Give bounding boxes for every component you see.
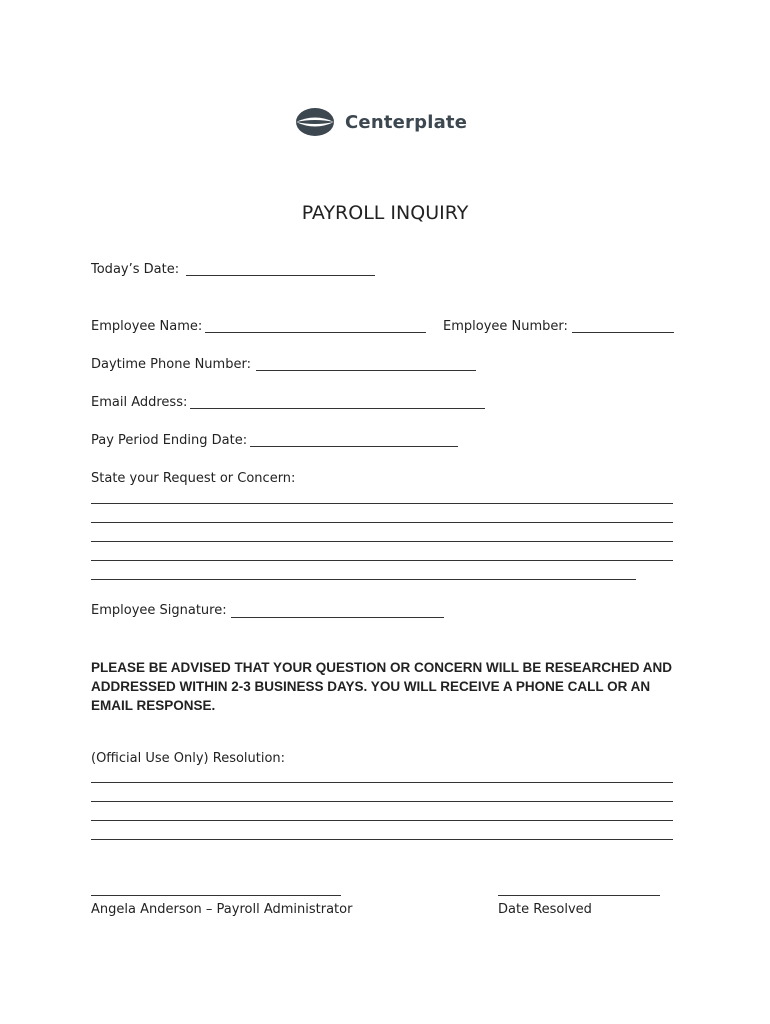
resolution-line[interactable] [91,801,673,802]
todays-date-label: Today’s Date: [91,262,180,277]
request-line[interactable] [91,503,673,504]
email-address-field[interactable] [190,408,485,409]
resolution-line[interactable] [91,782,673,783]
pay-period-label: Pay Period Ending Date: [91,433,248,448]
request-line[interactable] [91,541,673,542]
email-address-label: Email Address: [91,395,188,410]
request-concern-label: State your Request or Concern: [91,471,296,486]
logo-text: Centerplate [345,111,468,133]
company-logo [295,107,467,137]
employee-number-label: Employee Number: [443,319,568,334]
employee-name-label: Employee Name: [91,319,203,334]
notice-text: PLEASE BE ADVISED THAT YOUR QUESTION OR CONCERN WILL BE RESEARCHED AND ADDRESSED WITHIN 2-3 BUSINESS DAYS. YOU WILL RECEIVE A PHONE CALL OR AN EMAIL RESPONSE. [91,660,673,713]
employee-number-field[interactable] [572,332,674,333]
date-resolved-line[interactable] [498,895,660,896]
employee-signature-field[interactable] [231,617,444,618]
centerplate-logo-icon [295,107,335,137]
employee-signature-label: Employee Signature: [91,603,227,618]
daytime-phone-field[interactable] [256,370,476,371]
request-line[interactable] [91,522,673,523]
form-title: PAYROLL INQUIRY [301,202,469,224]
todays-date-field[interactable] [186,275,375,276]
administrator-label: Angela Anderson – Payroll Administrator [91,902,353,917]
request-line[interactable] [91,560,673,561]
date-resolved-label: Date Resolved [498,902,592,917]
daytime-phone-label: Daytime Phone Number: [91,357,251,372]
official-use-label: (Official Use Only) Resolution: [91,751,286,766]
administrator-signature-line[interactable] [91,895,341,896]
request-line[interactable] [91,579,636,580]
employee-name-field[interactable] [205,332,426,333]
resolution-line[interactable] [91,839,673,840]
resolution-line[interactable] [91,820,673,821]
pay-period-field[interactable] [250,446,458,447]
